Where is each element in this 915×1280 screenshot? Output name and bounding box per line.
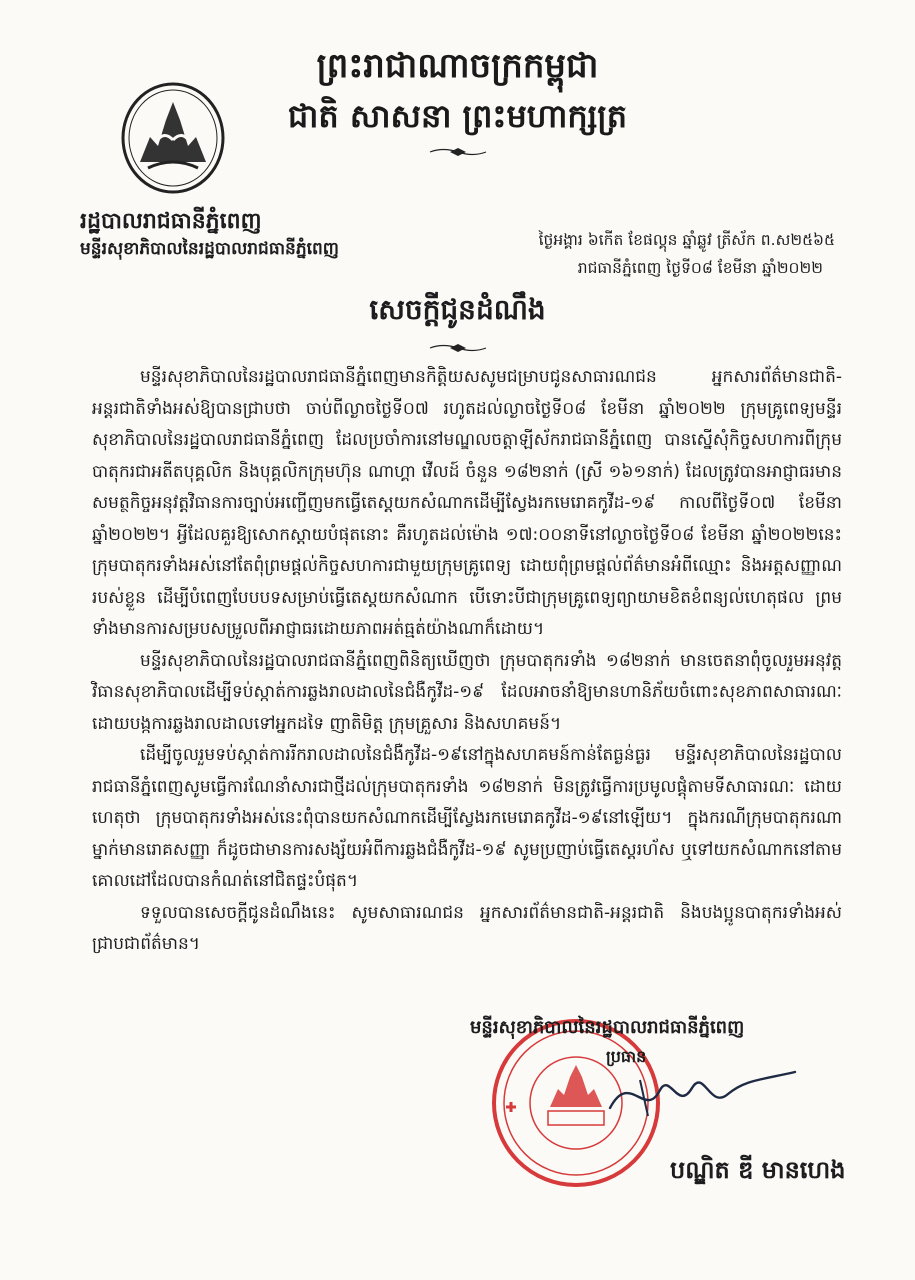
issuing-authority: រដ្ឋបាលរាជធានីភ្នំពេញ: [80, 208, 262, 234]
signatory-name: បណ្ឌិត ឌី មានហេង: [670, 1155, 846, 1184]
issuing-department: មន្ទីរសុខាភិបាលនៃរដ្ឋបាលរាជធានីភ្នំពេញ: [80, 239, 339, 259]
signatory-department: មន្ទីរសុខាភិបាលនៃរដ្ឋបាលរាជធានីភ្នំពេញ: [470, 1017, 745, 1038]
kingdom-heading: ព្រះរាជាណាចក្រកម្ពុជា: [316, 46, 599, 86]
paragraph: មន្ទីរសុខាភិបាលនៃរដ្ឋបាលរាជធានីភ្នំពេញពិនិត្យឃើញថា ក្រុមបាតុករទាំង ១៨២នាក់ មានចេតនាពុំចូលរួមអនុវត្តវិធានសុខាភិបាលដើម្បីទប់ស្កាត់ការឆ្លងរាលដាលនៃជំងឺកូវីដ-១៩ ដែលអាចនាំឱ្យមានហានិភ័យចំពោះសុខភាពសាធារណៈ ដោយបង្កការឆ្លងរាលដាលទៅអ្នកដទៃ ញាតិមិត្ត ក្រុមគ្រួសារ និងសហគមន៍។: [92, 650, 842, 734]
ministry-emblem-icon: [118, 82, 228, 200]
title-ornament: [0, 340, 915, 359]
notice-body: [92, 362, 842, 961]
solar-date: រាជធានីភ្នំពេញ ថ្ងៃទី០៨ ខែមីនា ឆ្នាំ២០២២: [577, 259, 823, 277]
paragraph: ទទួលបានសេចក្តីជូនដំណឹងនេះ សូមសាធារណជន អ្នកសារព័ត៌មានជាតិ-អន្តរជាតិ និងបងប្អូនបាតុករទាំងអស់ ជ្រាបជាព័ត៌មាន។: [92, 902, 842, 954]
paragraph: មន្ទីរសុខាភិបាលនៃរដ្ឋបាលរាជធានីភ្នំពេញមានកិត្តិយសសូមជម្រាបជូនសាធារណជន អ្នកសារព័ត៌មានជាតិ-អន្តរជាតិទាំងអស់ឱ្យបានជ្រាបថា ចាប់ពីល្ងាចថ្ងៃទី០៧ រហូតដល់ល្ងាចថ្ងៃទី០៨ ខែមីនា ឆ្នាំ២០២២ ក្រុមគ្រូពេទ្យមន្ទីរសុខាភិបាលនៃរដ្ឋបាលរាជធានីភ្នំពេញ ដែលប្រចាំការនៅមណ្ឌលចត្តាឡីស័ករាជធានីភ្នំពេញ បានស្នើសុំកិច្ចសហការពីក្រុមបាតុករជាអតីតបុគ្គលិក និងបុគ្គលិកក្រុមហ៊ុន ណាហ្គា វើលដ៍ ចំនួន ១៨២នាក់ (ស្រី ១៦១នាក់) ដែលត្រូវបានអាជ្ញាធរមានសមត្ថកិច្ចអនុវត្តវិធានការច្បាប់អញ្ជើញមកធ្វើតេស្តយកសំណាកដើម្បីស្វែងរកមេរោគកូវីដ-១៩ កាលពីថ្ងៃទី០៧ ខែមីនា ឆ្នាំ២០២២។ អ្វីដែលគួរឱ្យសោកស្តាយបំផុតនោះ គឺរហូតដល់ម៉ោង ១៧:០០នាទីនៅល្ងាចថ្ងៃទី០៨ ខែមីនា ឆ្នាំ២០២២នេះ ក្រុមបាតុករទាំងអស់នៅតែពុំព្រមផ្តល់កិច្ចសហការជាមួយក្រុមគ្រូពេទ្យ ដោយពុំព្រមផ្តល់ព័ត៌មានអំពីឈ្មោះ និងអត្តសញ្ញាណរបស់ខ្លួន ដើម្បីបំពេញបែបបទសម្រាប់ធ្វើតេស្តយកសំណាក បើទោះបីជាក្រុមគ្រូពេទ្យព្យាយាមខិតខំពន្យល់ហេតុផល ព្រមទាំងមានការសម្របសម្រួលពីអាជ្ញាធរដោយភាពអត់ធ្មត់យ៉ាងណាក៏ដោយ។: [92, 367, 842, 639]
handwritten-signature-icon: [600, 1050, 800, 1130]
lunar-date: ថ្ងៃអង្គារ ៦កើត ខែផល្គុន ឆ្នាំឆ្លូវ ត្រីស័ក ព.ស២៥៦៥: [538, 231, 835, 249]
document-title: សេចក្តីជូនដំណឹង: [369, 293, 546, 326]
national-motto: ជាតិ សាសនា ព្រះមហាក្សត្រ: [287, 97, 628, 135]
paragraph: ដើម្បីចូលរួមទប់ស្កាត់ការរីករាលដាលនៃជំងឺកូវីដ-១៩នៅក្នុងសហគមន៍កាន់តែធ្ងន់ធ្ងរ មន្ទីរសុខាភិបាលនៃរដ្ឋបាលរាជធានីភ្នំពេញសូមធ្វើការណែនាំសារជាថ្មីដល់ក្រុមបាតុករទាំង ១៨២នាក់ មិនត្រូវធ្វើការប្រមូលផ្តុំតាមទីសាធារណៈ ដោយហេតុថា ក្រុមបាតុករទាំងអស់នេះពុំបានយកសំណាកដើម្បីស្វែងរកមេរោគកូវីដ-១៩នៅឡើយ។ ក្នុងករណីក្រុមបាតុករណាម្នាក់មានរោគសញ្ញា ក៏ដូចជាមានការសង្ស័យអំពីការឆ្លងជំងឺកូវីដ-១៩ សូមប្រញាប់ធ្វើតេស្តរហ័ស ឬទៅយកសំណាកនៅតាមគោលដៅដែលបានកំណត់នៅជិតផ្ទះបំផុត។: [92, 745, 842, 891]
signatory-role: ប្រធាន: [606, 1047, 647, 1066]
